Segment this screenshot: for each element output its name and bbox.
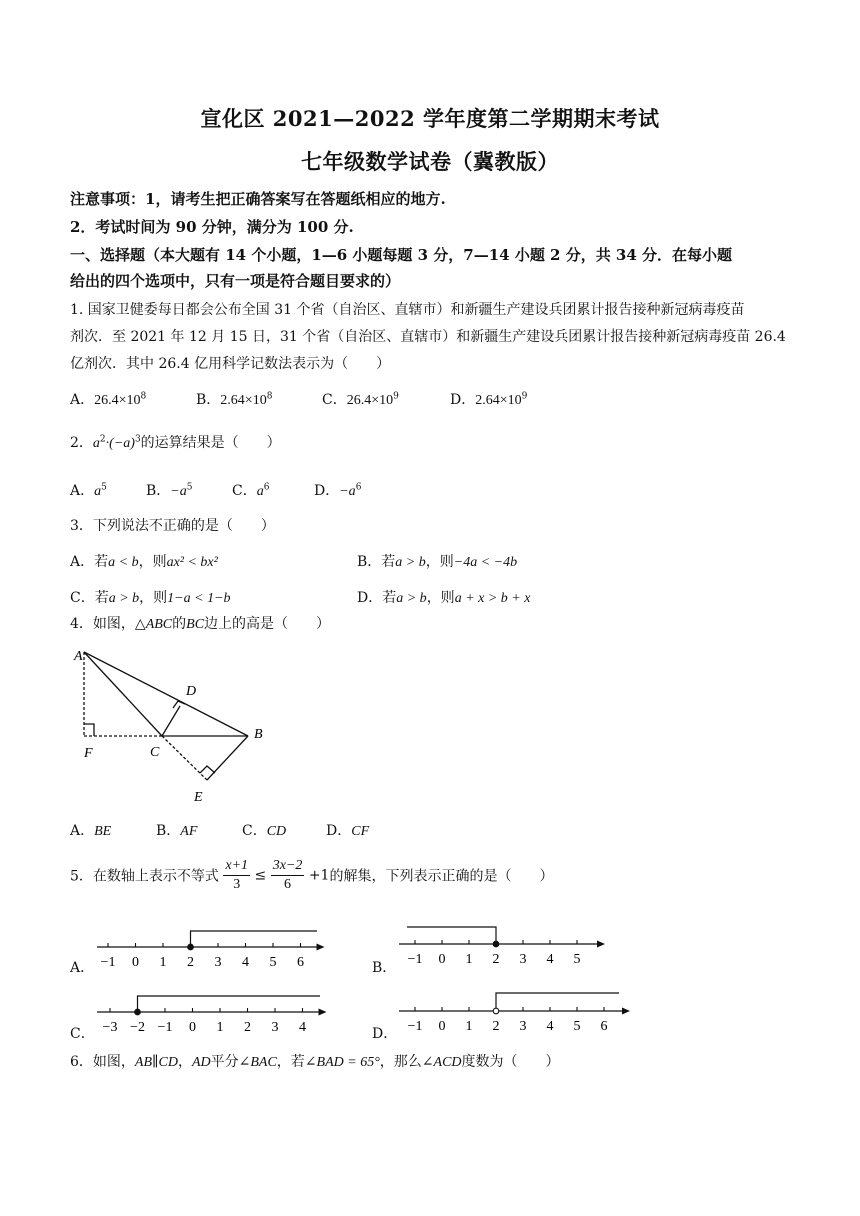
- tick-label: −1: [157, 1020, 173, 1035]
- tick-label: 5: [573, 952, 581, 967]
- tick-label: 2: [492, 1019, 500, 1034]
- tick-label: −3: [102, 1020, 118, 1035]
- closed-dot: [135, 1009, 141, 1015]
- figure-label-f: F: [84, 746, 93, 761]
- tick-label: 0: [132, 955, 139, 970]
- tick-label: 5: [269, 955, 277, 970]
- exam-title-line1: 宣化区 2021—2022 学年度第二学期期末考试: [200, 106, 660, 131]
- tick-label: 2: [492, 952, 500, 967]
- tick-label: 1: [159, 955, 167, 970]
- tick-label: −1: [407, 1019, 423, 1034]
- q2-option-c: C．$a^6$: [232, 482, 270, 499]
- tick-label: 1: [216, 1020, 224, 1035]
- q4-triangle-figure: [70, 640, 280, 810]
- tick-label: 5: [573, 1019, 581, 1034]
- tick-label: 3: [271, 1020, 279, 1035]
- tick-label: 6: [297, 955, 304, 970]
- q3-option-d: D．若a > b，则a + x > b + x: [357, 590, 531, 606]
- q3-option-a: A．若a < b，则ax² < bx²: [70, 554, 218, 570]
- q1-stem-line1: 1. 国家卫健委每日都会公布全国 31 个省（自治区、直辖市）和新疆生产建设兵团累计报告接种新冠病毒疫苗: [70, 302, 745, 318]
- q2-option-a: A．$a^5$: [70, 482, 107, 499]
- q4-option-a: A．BE: [70, 823, 112, 839]
- q5-option-d-label: D．: [372, 1026, 398, 1042]
- q5-fraction-left: $\frac{x+1}{3}$: [225, 858, 249, 892]
- tick-label: 1: [465, 952, 473, 967]
- q5-option-b-label: B．: [372, 960, 397, 976]
- tick-label: −1: [407, 952, 423, 967]
- q4-stem: 4．如图，△ABC的BC边上的高是（ ）: [70, 616, 331, 632]
- tick-label: 3: [519, 1019, 527, 1034]
- tick-label: 0: [438, 1019, 446, 1034]
- figure-label-e: E: [194, 790, 203, 805]
- q1-option-c: C．$26.4\times 10^9$: [322, 391, 399, 408]
- section1-heading-line2: 给出的四个选项中，只有一项是符合题目要求的）: [70, 272, 401, 290]
- figure-label-c: C: [150, 745, 160, 760]
- section1-heading-line1: 一、选择题（本大题有 14 个小题，1—6 小题每题 3 分，7—14 小题 2 分，共 34 分．在每小题: [70, 246, 733, 264]
- q2-option-d: D．$-a^6$: [314, 482, 362, 499]
- tick-label: −1: [100, 955, 116, 970]
- tick-label: 1: [465, 1019, 473, 1034]
- tick-label: 4: [546, 952, 554, 967]
- solution-ray: [407, 927, 496, 944]
- q4-option-d: D．CF: [326, 823, 370, 839]
- tick-label: −2: [130, 1020, 145, 1035]
- q5-option-a-label: A．: [70, 960, 95, 976]
- q4-option-c: C．CD: [242, 823, 287, 839]
- tick-label: 6: [600, 1019, 608, 1034]
- q5-option-d-numberline: [397, 985, 637, 1037]
- closed-dot: [493, 941, 499, 947]
- q2-option-b: B．$-a^5$: [146, 482, 193, 499]
- figure-label-b: B: [254, 727, 263, 742]
- tick-label: 0: [189, 1020, 196, 1035]
- tick-label: 4: [299, 1020, 306, 1035]
- tick-label: 2: [244, 1020, 251, 1035]
- q1-option-d: D．$2.64\times 10^9$: [450, 391, 528, 408]
- q5-option-c-numberline: [95, 990, 340, 1042]
- tick-label: 3: [519, 952, 527, 967]
- tick-label: 0: [438, 952, 446, 967]
- q1-stem-line3: 亿剂次．其中 26.4 亿用科学记数法表示为（ ）: [70, 356, 391, 372]
- q5-option-a-numberline: [95, 925, 340, 977]
- q2-stem: 2．$a^2\cdot(-a)^3$的运算结果是（ ）: [70, 434, 281, 451]
- notes-line1: 注意事项：1，请考生把正确答案写在答题纸相应的地方.: [70, 190, 446, 208]
- q1-option-b: B．$2.64\times 10^8$: [196, 391, 273, 408]
- solution-ray: [496, 993, 619, 1011]
- q3-option-b: B．若a > b，则−4a < −4b: [357, 554, 518, 570]
- q5-option-b-numberline: [397, 920, 612, 972]
- q4-option-b: B．AF: [156, 823, 198, 839]
- tick-label: 4: [242, 955, 249, 970]
- closed-dot: [188, 944, 194, 950]
- figure-label-d: D: [186, 684, 197, 699]
- q3-stem: 3．下列说法不正确的是（ ）: [70, 518, 275, 534]
- tick-label: 4: [546, 1019, 554, 1034]
- q6-stem: 6．如图，AB∥CD，AD平分∠BAC，若∠BAD = 65°，那么∠ACD度数为（ ）: [70, 1054, 560, 1070]
- q5-option-c-label: C．: [70, 1026, 95, 1042]
- figure-label-a: A: [74, 649, 83, 664]
- q1-stem-line2: 剂次．至 2021 年 12 月 15 日，31 个省（自治区、直辖市）和新疆生产建设兵团累计报告接种新冠病毒疫苗 26.4: [70, 329, 786, 345]
- q1-option-a: A．$26.4\times 10^8$: [70, 391, 147, 408]
- tick-label: 3: [214, 955, 222, 970]
- q5-fraction-right: $\frac{3x-2}{6}$: [272, 858, 303, 892]
- exam-title-line2: 七年级数学试卷（冀教版）: [301, 149, 559, 174]
- solution-ray: [191, 931, 318, 947]
- open-dot: [493, 1008, 499, 1014]
- q5-stem: 5．在数轴上表示不等式 $\frac{x+1}{3}$ ≤ $\frac{3x-2}{6}$ +1的解集，下列表示正确的是（ ）: [70, 858, 554, 892]
- notes-line2: 2．考试时间为 90 分钟，满分为 100 分.: [70, 218, 354, 236]
- q3-option-c: C．若a > b，则1−a < 1−b: [70, 590, 231, 606]
- tick-label: 2: [187, 955, 194, 970]
